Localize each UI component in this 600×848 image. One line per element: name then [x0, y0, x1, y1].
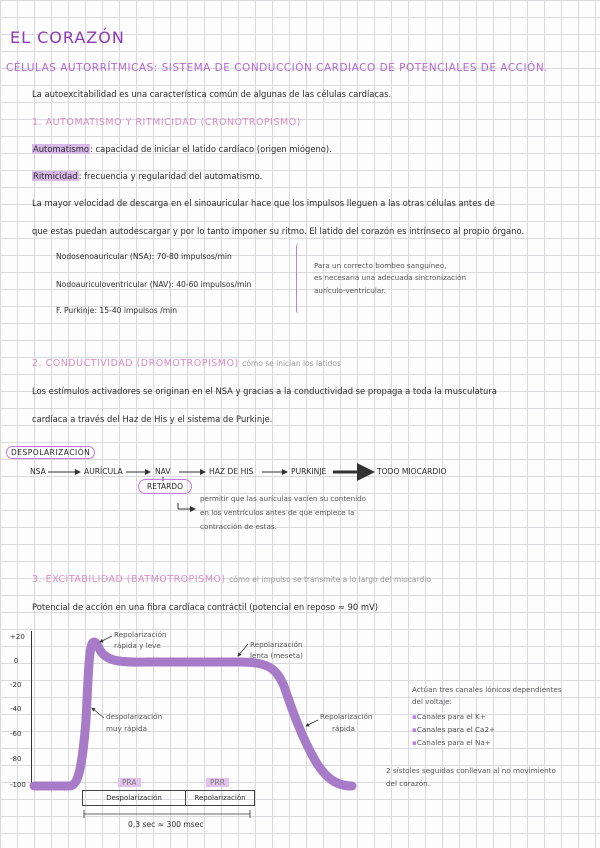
note-line-2: es necesaria una adecuada sincronización: [314, 273, 467, 282]
duration-arrow: [0, 806, 600, 826]
ann-depol-2: muy rápida: [106, 724, 147, 733]
automatismo-line: [32, 144, 332, 154]
ritmicidad-term: Ritmicidad: [33, 171, 78, 181]
retardo-note-1: permitir que las aurículas vacíen su contenido: [200, 494, 367, 503]
channel-na: [412, 738, 491, 747]
flow-nav: NAV: [155, 467, 171, 476]
pra-label: PRA: [118, 778, 141, 787]
brace: [296, 243, 303, 314]
ann-fast-repol-2: rápida: [332, 724, 355, 733]
ann-fast-repol-1: Repolarización: [320, 712, 373, 721]
note-line-1: Para un correcto bombeo sanguíneo,: [314, 261, 447, 270]
flow-purkinje: PURKINJE: [291, 467, 327, 476]
section2-note: cómo se inician los latidos: [242, 359, 341, 368]
duration-label: 0,3 sec ≈ 300 msec: [128, 820, 204, 829]
ann-rapid-repol-1: Repolarización: [114, 630, 167, 639]
section3-title: 3. EXCITABILIDAD (BATMOTROPISMO): [32, 574, 226, 585]
ytick-minus80: -80: [10, 755, 22, 763]
ytick-0: 0: [14, 657, 19, 665]
systoles-line-1: 2 sístoles seguidas conllevan al no movimiento: [386, 766, 556, 775]
bullet-icon: ▪: [412, 712, 417, 721]
intro-text: La autoexcitabilidad es una característica común de algunas de las células cardíacas.: [32, 89, 392, 99]
systoles-line-2: del corazón.: [386, 779, 430, 788]
section3-subheading: Potencial de acción en una fibra cardíaca contráctil (potencial en reposo ≈ 90 mV): [32, 602, 379, 612]
subtitle: CÉLULAS AUTORRÍTMICAS: SISTEMA DE CONDUCCIÓN CARDIACO DE POTENCIALES DE ACCIÓN.: [6, 62, 549, 74]
channels-intro-1: Actúan tres canales iónicos dependientes: [412, 685, 562, 694]
channel-ca: [412, 725, 495, 734]
despolarizacion-tag: DESPOLARIZACIÓN: [6, 446, 95, 459]
channel-ca-label: Canales para el Ca2+: [416, 725, 496, 734]
note-line-3: aurículo-ventricular.: [314, 286, 386, 295]
action-potential-curve: [34, 642, 352, 786]
section2-heading: [32, 358, 341, 369]
ritmicidad-line: [32, 171, 262, 181]
flow-nsa: NSA: [30, 467, 46, 476]
ytick-plus20: +20: [10, 633, 25, 641]
channel-k: [412, 712, 486, 721]
ytick-minus60: -60: [10, 730, 22, 738]
section2-para-2: cardíaca a través del Haz de His y el sistema de Purkinje.: [32, 414, 273, 424]
ytick-minus20: -20: [10, 681, 22, 689]
rate-nsa: Nodosenoauricular (NSA): 70-80 impulsos/min: [56, 252, 232, 261]
automatismo-term: Automatismo: [33, 144, 89, 154]
section3-note: cómo el impulso se transmite a lo largo del miocardio: [229, 575, 431, 584]
ritmicidad-def: : frecuencia y regularidad del automatismo.: [78, 171, 263, 181]
retardo-bubble: RETARDO: [138, 479, 192, 494]
rate-nav: Nodoauriculoventricular (NAV): 40-60 impulsos/min: [56, 280, 252, 289]
flow-auricula: AURÍCULA: [84, 467, 123, 476]
section2-para-1: Los estímulos activadores se originan en el NSA y gracias a la conductividad se propaga a toda la musculatura: [32, 386, 497, 396]
ann-slow-repol-1: Repolarización: [250, 640, 303, 649]
channels-intro-2: del voltaje:: [412, 697, 452, 706]
rate-purkinje: F. Purkinje: 15-40 impulsos /min: [56, 306, 178, 315]
box-repolarizacion: Repolarización: [185, 790, 255, 806]
channel-na-label: Canales para el Na+: [416, 738, 491, 747]
prr-label: PRR: [206, 778, 229, 787]
bullet-icon: ▪: [412, 725, 417, 734]
section1-para-1: La mayor velocidad de descarga en el sinoauricular hace que los impulsos lleguen a las otras células antes de: [32, 198, 495, 208]
section3-heading: [32, 574, 431, 585]
section2-title: 2. CONDUCTIVIDAD (DROMOTROPISMO): [32, 358, 239, 369]
section1-para-2: que estas puedan autodescargar y por lo tanto imponer su ritmo. El latido del corazón es intrínseco al propio órgano.: [32, 226, 525, 236]
ann-depol-1: despolarización: [106, 712, 163, 721]
ann-rapid-repol-2: rápida y leve: [114, 641, 161, 650]
box-despolarizacion: Despolarización: [82, 790, 186, 806]
page-title: EL CORAZÓN: [10, 28, 125, 47]
channel-k-label: Canales para el K+: [416, 712, 486, 721]
automatismo-def: : capacidad de iniciar el latido cardíaco (origen miógeno).: [90, 144, 332, 154]
bullet-icon: ▪: [412, 738, 417, 747]
ytick-minus40: -40: [10, 705, 22, 713]
section1-heading: 1. AUTOMATISMO Y RITMICIDAD (CRONOTROPISMO): [32, 117, 301, 128]
ann-slow-repol-2: lenta (meseta): [250, 651, 303, 660]
flow-miocardio: TODO MIOCARDIO: [377, 467, 447, 476]
flow-haz-his: HAZ DE HIS: [209, 467, 254, 476]
retardo-note-3: contracción de estas.: [200, 522, 277, 531]
retardo-note-2: en los ventrículos antes de que empiece la: [200, 508, 355, 517]
ytick-minus100: -100: [10, 781, 26, 789]
